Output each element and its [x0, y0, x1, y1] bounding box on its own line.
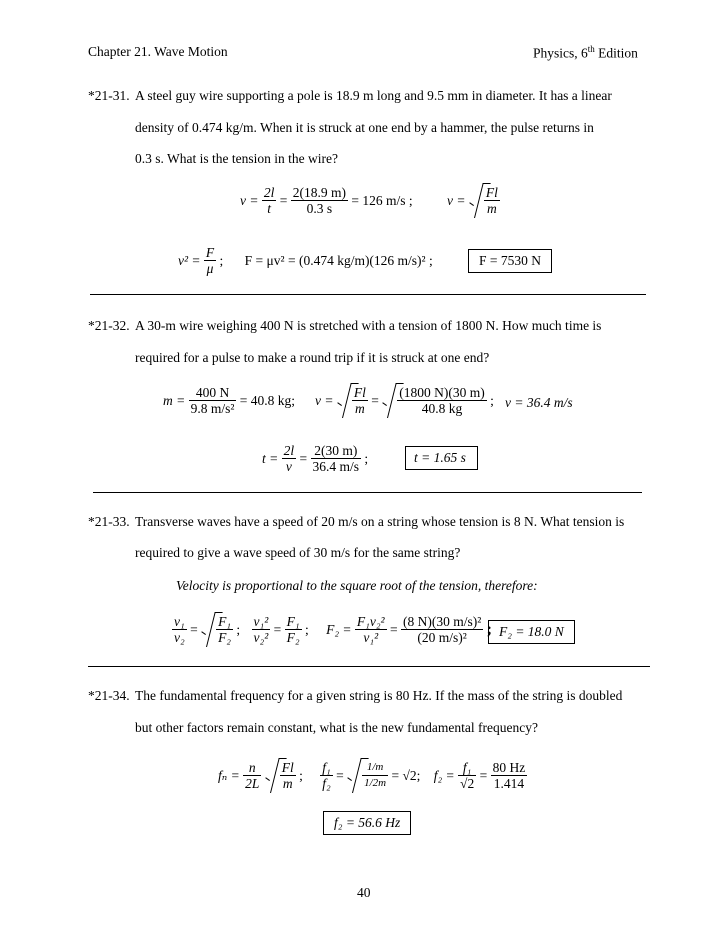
- square-root: [469, 185, 500, 216]
- equals: =: [190, 621, 198, 637]
- page-number: 40: [357, 885, 371, 900]
- book-title: Physics, 6: [533, 45, 588, 61]
- section-divider: [90, 294, 646, 295]
- section-divider: [88, 666, 650, 667]
- problem-21-34-line1: The fundamental frequency for a given string is 80 Hz. If the mass of the string is doubled: [135, 688, 623, 703]
- denominator: m: [486, 201, 497, 216]
- fraction-2l-over-t: [262, 185, 277, 216]
- denominator: μ: [206, 261, 214, 276]
- equals: =: [279, 192, 288, 208]
- fraction-f-ratio: [285, 614, 302, 645]
- numerator: F₁v₂²: [356, 614, 385, 629]
- semicolon: ;: [236, 621, 241, 637]
- numerator: f₁: [458, 760, 476, 776]
- equation-velocity-21-32: [315, 385, 494, 416]
- velocity-result: v = 36.4 m/s: [505, 395, 573, 410]
- equals: =: [389, 621, 398, 637]
- equation-tension-21-31: [178, 245, 433, 276]
- denominator: t: [267, 201, 271, 216]
- numerator: Fl: [485, 185, 498, 200]
- answer-box-21-31: F = 7530 N: [468, 249, 552, 273]
- fraction-fl-over-m: [280, 760, 296, 791]
- semicolon: ;: [304, 621, 309, 637]
- square-root: [201, 614, 233, 645]
- numerator: 2l: [283, 443, 295, 458]
- semicolon: ;: [490, 392, 494, 408]
- denominator: √2: [460, 776, 475, 791]
- problem-21-32-line2: required for a pulse to make a round trip if it is struck at one end?: [135, 350, 490, 365]
- numerator: 2(18.9 m): [292, 185, 346, 200]
- edition-label: Edition: [594, 45, 638, 61]
- semicolon: ;: [364, 450, 369, 466]
- fraction-n-over-2l: [243, 760, 261, 791]
- fraction-f2-values: [401, 614, 483, 645]
- answer-box-21-33: F₂ = 18.0 N: [488, 620, 575, 644]
- semicolon: ;: [299, 767, 303, 783]
- numerator: F₁: [218, 614, 232, 629]
- denominator: v: [285, 459, 292, 474]
- fraction-f1-over-root2: [458, 760, 476, 791]
- velocity-result: = 126 m/s ;: [351, 192, 413, 208]
- eq-lhs: m =: [163, 392, 186, 408]
- equals: =: [336, 767, 344, 783]
- denominator: m: [282, 776, 293, 791]
- eq-lhs: f₂ =: [433, 767, 455, 783]
- denominator: v₁²: [363, 630, 379, 645]
- equals: =: [371, 392, 379, 408]
- fraction-v1-over-v2: [172, 614, 187, 645]
- numerator: F: [205, 245, 215, 260]
- denominator: 9.8 m/s²: [190, 401, 235, 416]
- numerator: Fl: [281, 760, 294, 775]
- denominator: (20 m/s)²: [417, 630, 467, 645]
- square-root: [265, 760, 296, 791]
- numerator: v₁²: [253, 614, 269, 629]
- eq-lhs: v =: [240, 192, 259, 208]
- denominator: 2L: [245, 776, 260, 791]
- problem-21-31-line1: A steel guy wire supporting a pole is 18.9 m long and 9.5 mm in diameter. It has a linear: [135, 88, 612, 103]
- fraction-2l-over-v: [282, 443, 297, 474]
- eq-lhs: t =: [262, 450, 279, 466]
- denominator: 1.414: [493, 776, 525, 791]
- velocity-result-21-32: [505, 389, 573, 417]
- semicolon: ;: [486, 620, 492, 638]
- problem-21-31-line3: 0.3 s. What is the tension in the wire?: [135, 151, 338, 166]
- eq-lhs: v =: [315, 392, 334, 408]
- numerator: 80 Hz: [492, 760, 526, 775]
- numerator: 2(30 m): [311, 443, 362, 459]
- equals: =: [479, 767, 488, 783]
- equation-mass-21-32: [163, 385, 295, 416]
- mass-result: = 40.8 kg;: [239, 392, 296, 408]
- numerator: 400 N: [189, 385, 237, 401]
- fraction-values: [397, 385, 486, 416]
- semicolon: ;: [219, 252, 224, 268]
- fraction-f1-over-f2: [216, 614, 233, 645]
- section-divider: [93, 492, 642, 493]
- equals: =: [299, 450, 308, 466]
- square-root: [337, 385, 368, 416]
- fraction-f2-values: [491, 760, 528, 791]
- denominator: F₂: [286, 630, 300, 645]
- fraction-distance-over-time: [291, 185, 348, 216]
- eq-lhs: v² =: [178, 252, 201, 268]
- problem-21-34-line2: but other factors remain constant, what is the new fundamental frequency?: [135, 720, 538, 735]
- problem-21-33-line2: required to give a wave speed of 30 m/s for the same string?: [135, 545, 461, 560]
- denominator: 1/2m: [364, 777, 387, 789]
- chapter-header: Chapter 21. Wave Motion: [88, 44, 228, 59]
- square-root-values: [382, 385, 486, 416]
- equals: =: [273, 621, 282, 637]
- fraction-f-over-mu: [204, 245, 216, 276]
- denominator: 36.4 m/s: [312, 459, 360, 474]
- denominator: f₂: [322, 776, 331, 791]
- numerator: Fl: [353, 385, 366, 400]
- denominator: v₂²: [253, 630, 269, 645]
- fraction-fl-over-m: [352, 385, 368, 416]
- problem-21-31-line2: density of 0.474 kg/m. When it is struck at one end by a hammer, the pulse returns in: [135, 120, 594, 135]
- denominator: 0.3 s: [306, 201, 333, 216]
- denominator: 40.8 kg: [421, 401, 463, 416]
- square-root-mass-ratio: [347, 760, 388, 791]
- fraction-mass-ratio: [362, 760, 388, 791]
- edition-superscript: th: [587, 44, 595, 54]
- numerator: (1800 N)(30 m): [399, 385, 485, 400]
- numerator: f₁: [322, 760, 331, 775]
- tension-calculation: F = μv² = (0.474 kg/m)(126 m/s)² ;: [244, 252, 433, 268]
- fraction-v-squared: [252, 614, 271, 645]
- numerator: 2l: [263, 185, 275, 200]
- problem-21-33-line1: Transverse waves have a speed of 20 m/s on a string whose tension is 8 N. What tension is: [135, 514, 625, 529]
- equation-ratio-21-33: [172, 614, 492, 645]
- ratio-result: = √2;: [391, 767, 421, 783]
- fraction-fl-over-m: [484, 185, 500, 216]
- problem-21-31-number: *21-31.: [88, 88, 130, 103]
- denominator: F₂: [218, 630, 232, 645]
- equation-velocity-21-31: [240, 185, 413, 216]
- equation-time-21-32: [262, 443, 368, 474]
- numerator: 1/m: [362, 760, 388, 776]
- problem-21-33-number: *21-33.: [88, 514, 130, 529]
- fraction-f1-over-f2: [320, 760, 332, 791]
- answer-box-21-34: f₂ = 56.6 Hz: [323, 811, 411, 835]
- numerator: (8 N)(30 m/s)²: [402, 614, 482, 629]
- fraction-time-values: [311, 443, 362, 474]
- problem-21-32-number: *21-32.: [88, 318, 130, 333]
- denominator: v₂: [174, 630, 185, 645]
- equation-velocity-formula: [447, 185, 500, 216]
- denominator: m: [354, 401, 365, 416]
- answer-box-21-32: t = 1.65 s: [405, 446, 478, 470]
- eq-lhs: fₙ =: [218, 767, 240, 783]
- eq-lhs: F₂ =: [326, 621, 352, 637]
- numerator: v₁: [174, 614, 185, 629]
- fraction-weight-over-g: [189, 385, 237, 416]
- book-header: [533, 44, 638, 62]
- numerator: n: [243, 760, 261, 776]
- proportionality-note: Velocity is proportional to the square root of the tension, therefore:: [176, 578, 538, 593]
- numerator: F₁: [286, 614, 300, 629]
- fraction-f2-formula: [355, 614, 387, 645]
- problem-21-32-line1: A 30-m wire weighing 400 N is stretched with a tension of 1800 N. How much time is: [135, 318, 602, 333]
- equation-frequency-21-34: [218, 760, 527, 791]
- problem-21-34-number: *21-34.: [88, 688, 130, 703]
- eq-lhs: v =: [447, 192, 466, 208]
